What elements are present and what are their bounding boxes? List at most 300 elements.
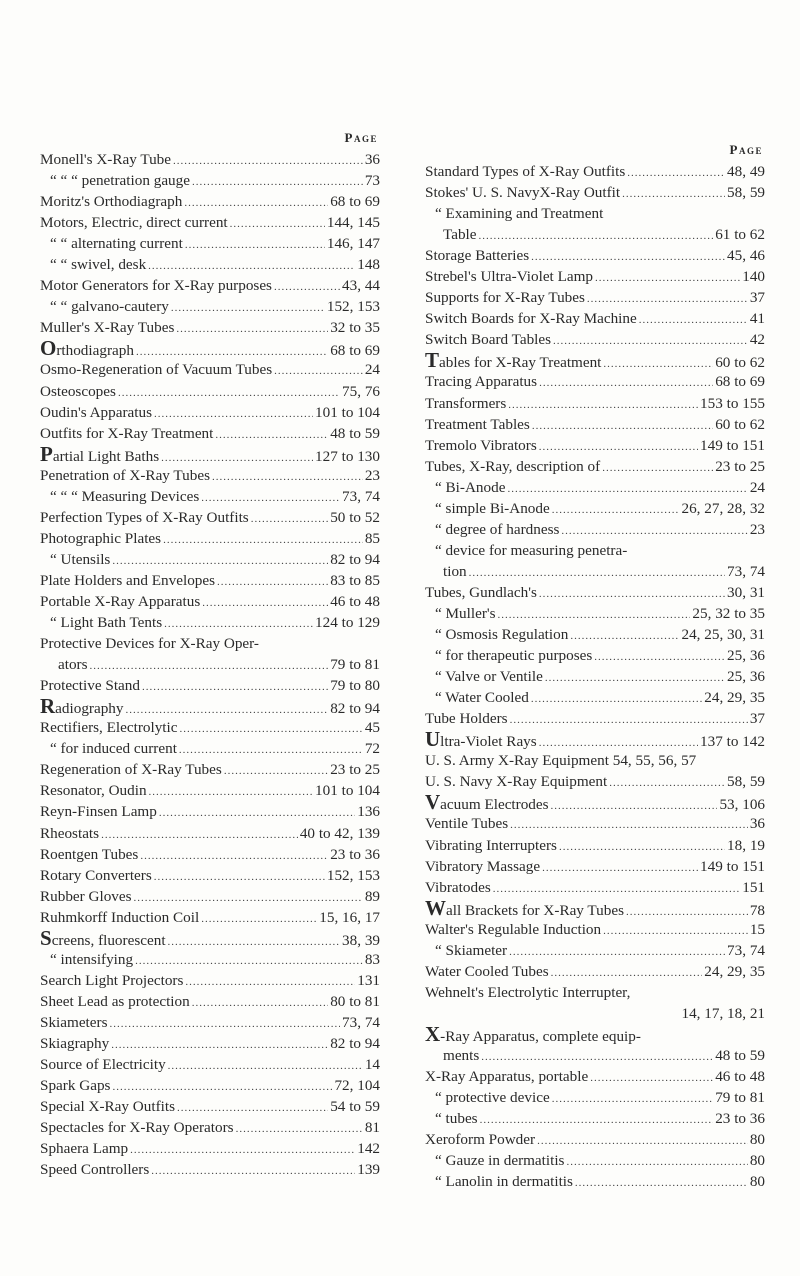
entry-page-ref: 136 [357,803,380,821]
entry-term: Speed Controllers [40,1161,150,1179]
entry-page-ref: 149 to 151 [700,857,765,875]
entry-term: Treatment Tables [425,415,530,433]
index-entry [40,970,380,991]
index-entry [40,717,380,738]
entry-term: tion [443,562,467,580]
dot-leader [212,467,363,488]
dot-leader [164,614,313,635]
entry-term: U. S. Navy X-Ray Equipment [425,773,608,791]
entry-term: “ intensifying [50,950,134,968]
index-entry [40,1075,380,1096]
dot-leader [570,626,679,647]
dot-leader [171,298,325,319]
entry-page-ref: 83 to 85 [330,571,380,589]
dot-leader [537,1131,748,1152]
dot-leader [185,972,355,993]
dot-leader [559,837,725,858]
entry-page-ref: 60 to 62 [715,415,765,433]
entry-term: Ruhmkorff Induction Coil [40,908,200,926]
entry-page-ref: 32 to 35 [330,319,380,337]
dot-leader [469,563,725,584]
dot-leader [230,214,325,235]
index-entry [40,570,380,591]
entry-term: Walter's Regulable Induction [425,920,602,938]
index-entry [425,329,765,350]
dot-leader [142,677,328,698]
index-entry [40,170,380,191]
dot-leader [498,605,691,626]
entry-term: “ simple Bi-Anode [435,499,550,517]
entry-page-ref: 68 to 69 [715,373,765,391]
entry-term: Special X-Ray Outfits [40,1098,175,1116]
entry-page-ref: 79 to 81 [715,1089,765,1107]
entry-term: Partial Light Baths [40,441,160,466]
entry-page-ref: 85 [364,529,380,547]
entry-term: Regeneration of X-Ray Tubes [40,761,222,779]
entry-term: Moritz's Orthodiagraph [40,193,183,211]
entry-page-ref: 46 to 48 [715,1068,765,1086]
page-column-header: Page [729,142,763,157]
index-entry [425,540,765,561]
dot-leader [552,1089,714,1110]
entry-page-ref: 137 to 142 [700,733,765,751]
index-entry [425,895,765,920]
entry-page-ref: 72 [364,740,380,758]
dot-leader [274,361,363,382]
dot-leader [552,500,680,521]
entry-page-ref: 48, 49 [727,163,765,180]
entry-page-ref: 25, 36 [727,647,765,665]
entry-term: “ Light Bath Tents [50,614,163,632]
entry-term: Reyn-Finsen Lamp [40,803,157,821]
dot-leader [135,951,363,972]
index-entry [40,486,380,507]
entry-term: “ device for measuring penetra- [435,541,628,559]
entry-term: Outfits for X-Ray Treatment [40,424,214,442]
entry-term: Table [443,226,477,244]
dot-leader [532,416,713,437]
entry-term: Ultra-Violet Rays [425,727,537,752]
index-entry [40,359,380,380]
index-entry [425,624,765,645]
entry-page-ref: 79 to 81 [330,656,380,674]
entry-page-ref: 23 to 25 [715,457,765,475]
index-entry [425,371,765,392]
entry-page-ref: 18, 19 [727,836,765,854]
entry-page-ref: 73, 74 [727,941,765,959]
entry-term: Muller's X-Ray Tubes [40,319,175,337]
dot-leader [176,319,328,340]
dot-leader [179,719,362,740]
index-entry [425,813,765,834]
entry-page-ref: 23 to 25 [330,761,380,779]
entry-term: Sheet Lead as protection [40,992,190,1010]
entry-page-ref: 80 to 81 [330,992,380,1010]
entry-term: “ tubes [435,1110,478,1128]
dot-leader [159,803,355,824]
entry-term: “ “ swivel, desk [50,256,147,274]
dot-leader [149,782,313,803]
entry-page-ref: 151 [742,878,765,896]
entry-term: “ Muller's [435,604,496,622]
dot-leader [130,1140,355,1161]
entry-term: X-Ray Apparatus, portable [425,1068,589,1086]
index-entry [40,528,380,549]
entry-term: Radiography [40,694,124,719]
entry-page-ref: 152, 153 [326,298,380,316]
entry-term: Photographic Plates [40,529,162,547]
entry-page-ref: 41 [749,310,765,328]
entry-page-ref: 23 to 36 [715,1110,765,1128]
dot-leader [224,761,328,782]
entry-term: Tables for X-Ray Treatment [425,348,602,373]
entry-page-ref: 61 to 62 [715,226,765,244]
entry-term: Perfection Types of X-Ray Outfits [40,508,249,526]
index-entry [40,907,380,928]
index-entry [425,1021,765,1046]
entry-page-ref: 50 to 52 [330,508,380,526]
dot-leader [185,235,325,256]
entry-term: “ “ galvano-cautery [50,298,169,316]
index-entry [40,1033,380,1054]
entry-term: Motor Generators for X-Ray purposes [40,277,272,295]
entry-term: “ “ alternating current [50,235,183,253]
dot-leader [217,572,328,593]
entry-term: Roentgen Tubes [40,845,139,863]
dot-leader [168,932,340,953]
entry-page-ref: 15, 16, 17 [319,908,380,926]
entry-page-ref: 60 to 62 [715,354,765,372]
index-entry [425,771,765,792]
entry-page-ref: 78 [749,901,765,919]
entry-term: Portable X-Ray Apparatus [40,592,201,610]
index-entry [40,317,380,338]
index-entry [40,1117,380,1138]
entry-term: “ Lanolin in dermatitis [435,1173,573,1191]
index-entry [425,182,765,203]
entry-term: Screens, fluorescent [40,925,166,950]
index-entry [40,801,380,822]
entry-term: Rotary Converters [40,866,152,884]
entry-term: Plate Holders and Envelopes [40,571,216,589]
entry-term: Tracing Apparatus [425,373,538,391]
index-entry [40,675,380,696]
index-entry [40,465,380,486]
entry-term: U. S. Army X-Ray Equipment 54, 55, 56, 57 [425,752,697,770]
entry-page-ref: 124 to 129 [315,614,380,632]
index-entry [425,982,765,1003]
entry-term: Vibratodes [425,878,491,896]
index-entry [425,856,765,877]
entry-page-ref: 25, 36 [727,668,765,686]
index-entry [40,381,380,402]
entry-term: “ Utensils [50,550,111,568]
index-entry [40,780,380,801]
entry-term: Water Cooled Tubes [425,962,549,980]
entry-term: Tremolo Vibrators [425,436,537,454]
dot-leader [118,383,340,404]
entry-page-ref: 131 [357,971,380,989]
index-entry [425,393,765,414]
entry-page-ref: 37 [749,710,765,728]
dot-leader [622,184,725,205]
dot-leader [168,1056,363,1077]
index-entry [425,877,765,898]
index-entry [40,212,380,233]
index-entry [425,1003,765,1024]
dot-leader [101,825,298,846]
entry-page-ref: 81 [364,1119,380,1137]
dot-leader [479,226,714,247]
index-entry [40,233,380,254]
entry-page-ref: 79 to 80 [330,677,380,695]
index-entry [425,266,765,287]
index-entry [40,149,380,170]
entry-term: Vibrating Interrupters [425,836,557,854]
dot-leader [140,846,328,867]
index-entry [40,275,380,296]
entry-term: Strebel's Ultra-Violet Lamp [425,268,593,286]
dot-leader [508,395,698,416]
index-entry [40,507,380,528]
dot-leader [575,1173,748,1194]
entry-page-ref: 48 to 59 [715,1046,765,1064]
index-entry [40,549,380,570]
entry-page-ref: 68 to 69 [330,342,380,360]
entry-term: Supports for X-Ray Tubes [425,289,585,307]
entry-page-ref: 40 to 42, 139 [299,824,380,842]
entry-page-ref: 80 [749,1173,765,1191]
dot-leader [510,815,748,836]
entry-term: Rheostats [40,824,100,842]
index-entry [40,1012,380,1033]
entry-term: Protective Devices for X-Ray Oper- [40,635,259,653]
dot-leader [173,151,363,172]
entry-page-ref: 23 to 36 [330,845,380,863]
entry-term: Spark Gaps [40,1077,111,1095]
entry-term: Osmo-Regeneration of Vacuum Tubes [40,361,273,379]
index-entry [40,591,380,612]
entry-term: “ Valve or Ventile [435,668,543,686]
dot-leader [553,331,748,352]
index-entry [40,886,380,907]
entry-page-ref: 82 to 94 [330,550,380,568]
entry-term: Switch Board Tables [425,331,552,349]
index-entry [425,224,765,245]
dot-leader [561,521,747,542]
entry-page-ref: 24, 29, 35 [704,962,765,980]
entry-term: “ Bi-Anode [435,478,506,496]
entry-page-ref: 142 [357,1140,380,1158]
dot-leader [201,488,340,509]
dot-leader [163,530,363,551]
entry-term: Wehnelt's Electrolytic Interrupter, [425,983,631,1001]
entry-term: Motors, Electric, direct current [40,214,228,232]
index-entry [425,287,765,308]
entry-term: Tubes, Gundlach's [425,583,537,601]
index-entry [425,308,765,329]
entry-page-ref: 30, 31 [727,583,765,601]
index-entry [425,1108,765,1129]
entry-term: Monell's X-Ray Tube [40,151,171,168]
entry-page-ref: 24 [364,361,380,379]
dot-leader [626,902,748,923]
dot-leader [590,1068,713,1089]
index-entry [40,441,380,466]
dot-leader [551,963,703,984]
dot-leader [192,993,328,1014]
page-column-header: Page [344,130,378,145]
dot-leader [551,796,718,817]
dot-leader [594,647,725,668]
entry-page-ref: 54 to 59 [330,1098,380,1116]
entry-page-ref: 14, 17, 18, 21 [681,1004,765,1022]
index-entry [425,435,765,456]
entry-term: “ Water Cooled [435,689,529,707]
entry-term: “ Examining and Treatment [435,205,604,223]
index-entry [425,519,765,540]
entry-page-ref: 53, 106 [719,796,765,814]
dot-leader [545,668,725,689]
entry-page-ref: 42 [749,331,765,349]
index-entry [425,477,765,498]
dot-leader [251,509,328,530]
index-entry [40,612,380,633]
entry-page-ref: 15 [749,920,765,938]
index-entry [40,949,380,970]
entry-page-ref: 23 [749,520,765,538]
entry-page-ref: 36 [749,815,765,833]
entry-page-ref: 80 [749,1131,765,1149]
entry-page-ref: 144, 145 [326,214,380,232]
right-column [425,130,765,1192]
entry-page-ref: 140 [742,268,765,286]
entry-page-ref: 75, 76 [342,382,380,400]
index-entry [425,687,765,708]
index-entry [425,1171,765,1192]
entry-term: Ventile Tubes [425,815,509,833]
dot-leader [539,437,698,458]
entry-page-ref: 83 [364,950,380,968]
dot-leader [507,479,747,500]
entry-term: Tubes, X-Ray, description of [425,457,601,475]
entry-term: “ degree of hardness [435,520,560,538]
entry-page-ref: 43, 44 [342,277,380,295]
index-entry [40,338,380,359]
entry-term: Xeroform Powder [425,1131,536,1149]
index-entry [40,1096,380,1117]
entry-term: “ “ “ Measuring Devices [50,487,200,505]
index-list-right [425,161,765,1192]
entry-page-ref: 24, 25, 30, 31 [681,626,765,644]
entry-term: Rectifiers, Electrolytic [40,719,178,737]
index-entry [425,350,765,371]
index-entry [40,696,380,717]
dot-leader [539,373,713,394]
dot-leader [111,1035,328,1056]
index-entry [40,823,380,844]
index-list-left [40,149,380,1180]
entry-term: Orthodiagraph [40,336,134,361]
dot-leader [566,1152,747,1173]
index-entry [425,666,765,687]
entry-page-ref: 89 [364,887,380,905]
entry-page-ref: 73, 74 [342,1013,380,1031]
entry-page-ref: 153 to 155 [700,394,765,412]
entry-term: Oudin's Apparatus [40,403,152,421]
index-entry [425,245,765,266]
dot-leader [236,1119,363,1140]
dot-leader [481,1047,713,1068]
dot-leader [134,888,363,909]
index-entry [40,1138,380,1159]
index-entry [40,1159,380,1180]
index-entry [40,296,380,317]
index-entry [425,919,765,940]
entry-page-ref: 72, 104 [334,1077,380,1095]
entry-term: ments [443,1046,480,1064]
entry-page-ref: 139 [357,1161,380,1179]
index-entry [425,456,765,477]
entry-term: “ Skiameter [435,941,508,959]
entry-page-ref: 73, 74 [727,562,765,580]
dot-leader [493,879,740,900]
entry-page-ref: 149 to 151 [700,436,765,454]
index-entry [425,582,765,603]
index-entry [40,925,380,950]
dot-leader [177,1098,328,1119]
index-entry [425,708,765,729]
dot-leader [184,193,328,214]
entry-term: Wall Brackets for X-Ray Tubes [425,895,625,920]
entry-page-ref: 73, 74 [342,487,380,505]
index-entry [40,402,380,423]
dot-leader [531,689,702,710]
dot-leader [112,551,328,572]
index-entry [40,633,380,654]
entry-term: Storage Batteries [425,247,530,265]
dot-leader [603,921,748,942]
dot-leader [274,277,340,298]
entry-page-ref: 82 to 94 [330,1034,380,1052]
index-entry [40,654,380,675]
entry-term: Source of Electricity [40,1056,166,1074]
entry-term: Spectacles for X-Ray Operators [40,1119,234,1137]
entry-term: Skiagraphy [40,1034,110,1052]
entry-page-ref: 46 to 48 [330,592,380,610]
index-entry [40,738,380,759]
index-entry [425,498,765,519]
entry-page-ref: 26, 27, 28, 32 [681,499,765,517]
index-entry [425,1150,765,1171]
index-entry [425,750,765,771]
entry-term: Resonator, Oudin [40,782,147,800]
index-entry [425,729,765,750]
entry-page-ref: 58, 59 [727,773,765,791]
entry-term: Vibratory Massage [425,857,541,875]
entry-page-ref: 45, 46 [727,247,765,265]
index-entry [40,423,380,444]
entry-page-ref: 24 [749,478,765,496]
entry-page-ref: 127 to 130 [315,447,380,465]
entry-page-ref: 14 [364,1056,380,1074]
dot-leader [609,773,725,794]
dot-leader [179,740,363,761]
entry-term: Osteoscopes [40,382,116,400]
index-entry [425,414,765,435]
dot-leader [539,584,725,605]
index-entry [425,961,765,982]
